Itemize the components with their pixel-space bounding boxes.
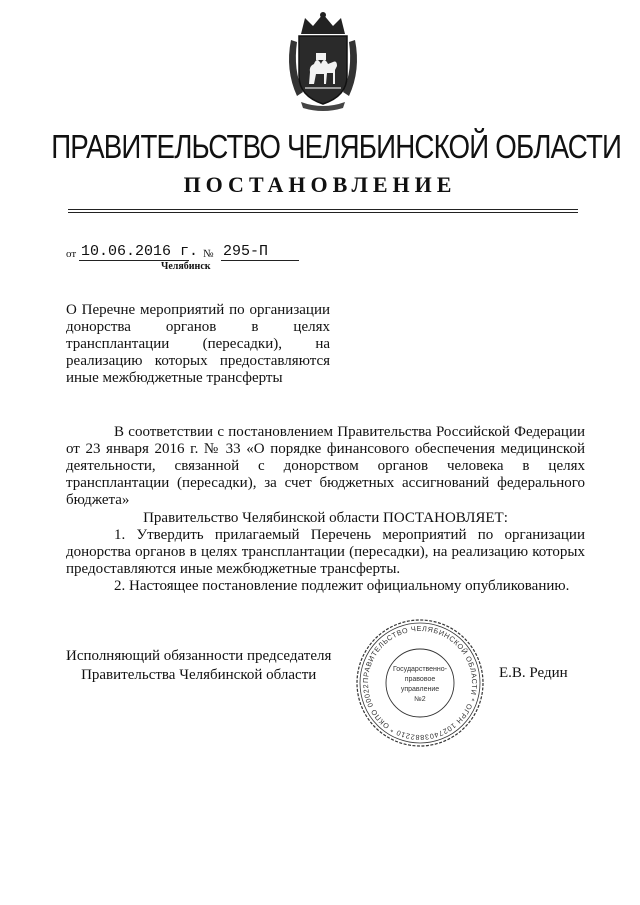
document-date: 10.06.2016 г. — [81, 243, 199, 260]
coat-of-arms-icon — [283, 10, 363, 114]
signatory-position — [66, 647, 331, 685]
seal-ring-text: ПРАВИТЕЛЬСТВО ЧЕЛЯБИНСКОЙ ОБЛАСТИ * ОГРН 1027403882210 * ОКПО 00022 — [360, 623, 480, 743]
document-city: Челябинск — [161, 261, 211, 272]
document-subject: О Перечне мероприятий по организации донорства органов в целях трансплантации (пересадки), на реализацию которых предоставляются иные межбюджетные трансферты — [66, 302, 330, 386]
body-resolution-line: Правительство Челябинской области ПОСТАНОВЛЯЕТ: — [143, 510, 508, 526]
header-divider — [68, 209, 578, 210]
seal-center-line1: Государственно- — [392, 666, 448, 673]
seal-center-line4: №2 — [414, 696, 426, 703]
signatory-name: Е.В. Редин — [499, 665, 568, 681]
body-item-2: 2. Настоящее постановление подлежит официальному опубликованию. — [114, 578, 570, 594]
body-item-1: 1. Утвердить прилагаемый Перечень мероприятий по организации донорства органов в целях трансплантации (пересадки), на реализацию которых предоставляются иные межбюджетные трансферты. — [66, 527, 585, 577]
date-prefix: от — [66, 248, 77, 260]
number-prefix: № — [203, 248, 214, 260]
signatory-position-line2: Правительства Челябинской области — [81, 667, 317, 683]
document-meta — [66, 243, 366, 263]
document-type: ПОСТАНОВЛЕНИЕ — [183, 172, 457, 197]
official-seal-stamp — [354, 617, 486, 749]
seal-center-line3: управление — [400, 686, 440, 693]
body-paragraph-preamble: В соответствии с постановлением Правительства Российской Федерации от 23 января 2016 г. № 33 «О порядке финансового обеспечения медицинской деятельности, связанной с донорством органов человека в целях трансплантации (пересадки), за счет бюджетных ассигнований федерального бюджета» — [66, 424, 585, 508]
header-divider — [68, 212, 578, 213]
government-title: ПРАВИТЕЛЬСТВО ЧЕЛЯБИНСКОЙ ОБЛАСТИ — [51, 128, 622, 165]
signatory-position-line1: Исполняющий обязанности председателя — [66, 648, 332, 664]
seal-center-line2: правовое — [404, 676, 436, 683]
document-number: 295-П — [221, 243, 299, 261]
